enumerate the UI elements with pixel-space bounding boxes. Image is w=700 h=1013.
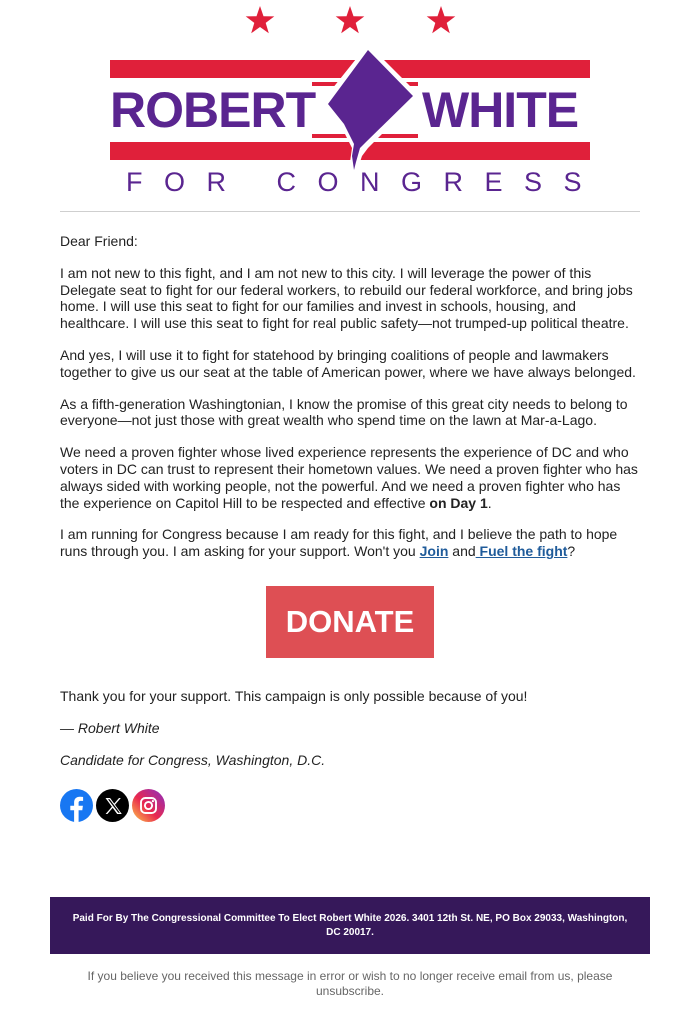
paid-for-disclaimer: Paid For By The Congressional Committee To Elect Robert White 2026. 3401 12th St. NE, PO Box 29033, Washington, DC 20017. <box>50 897 650 954</box>
logo-stars <box>110 4 590 40</box>
letter-paragraph: We need a proven fighter whose lived experience represents the experience of DC and who voters in DC can trust to represent their hometown values. We need a proven fighter who has always sided with working people, not the powerful. And we need a proven fighter who has the experience on Capitol Hill to be respected and effective on Day 1. <box>60 444 638 511</box>
dc-map-icon <box>316 44 420 176</box>
x-icon[interactable] <box>96 789 129 822</box>
unsubscribe-notice[interactable]: If you believe you received this message in error or wish to no longer receive email from us, please unsubscribe. <box>87 969 613 998</box>
letter-paragraph: And yes, I will use it to fight for statehood by bringing coalitions of people and lawmakers together to give us our seat at the table of American power, where we have always belonged. <box>60 346 636 380</box>
closing <box>60 688 640 783</box>
instagram-icon[interactable] <box>132 789 165 822</box>
fuel-the-fight-link[interactable]: Fuel the fight <box>475 543 568 560</box>
day-one-emphasis: on Day 1 <box>429 494 488 511</box>
greeting: Dear Friend: <box>60 233 138 249</box>
donate-container <box>266 586 434 658</box>
logo-name-left: ROBERT <box>110 82 316 138</box>
campaign-logo <box>110 4 604 197</box>
facebook-icon[interactable] <box>60 789 93 822</box>
letter-paragraph: I am running for Congress because I am ready for this fight, and I believe the path to hope runs through you. I am asking for your support. Won't you Join and Fuel the fight? <box>60 526 618 560</box>
letter-paragraph: I am not new to this fight, and I am not new to this city. I will leverage the power of this Delegate seat to fight for our federal workers, to rebuild our federal workforce, and bring jobs home. I will use this seat to fight for our families and invest in schools, housing, and healthcare. I will use this seat to fight for real public safety—not trumped-up political theatre. <box>60 264 633 332</box>
letter-paragraph: As a fifth-generation Washingtonian, I know the promise of this great city needs to belong to everyone—not just those with great wealth who spend time on the lawn at Mar-a-Lago. <box>60 395 628 429</box>
paragraph-text: I am running for Congress because I am ready for this fight, and I believe the path to hope runs through you. I am asking for your support. Won't you <box>60 526 618 560</box>
paragraph-text: We need a proven fighter whose lived experience represents the experience of DC and who voters in DC can trust to represent their hometown values. We need a proven fighter who has always sided with working people, not the powerful. And we need a proven fighter who has the experience on Capitol Hill to be respected and effective <box>60 444 638 511</box>
star-icon <box>246 6 275 33</box>
logo-subtitle: FOR CONGRESS <box>126 167 604 197</box>
thank-you-text: Thank you for your support. This campaign is only possible because of you! <box>60 688 528 704</box>
candidate-title: Candidate for Congress, Washington, D.C. <box>60 751 326 768</box>
letter-body <box>60 233 640 575</box>
logo-name-right: WHITE <box>422 82 579 138</box>
donate-button[interactable]: DONATE <box>266 586 434 658</box>
join-link[interactable]: Join <box>419 543 449 560</box>
signature: — Robert White <box>60 719 160 736</box>
star-icon <box>336 6 365 33</box>
header-divider <box>60 211 640 212</box>
star-icon <box>427 6 456 33</box>
